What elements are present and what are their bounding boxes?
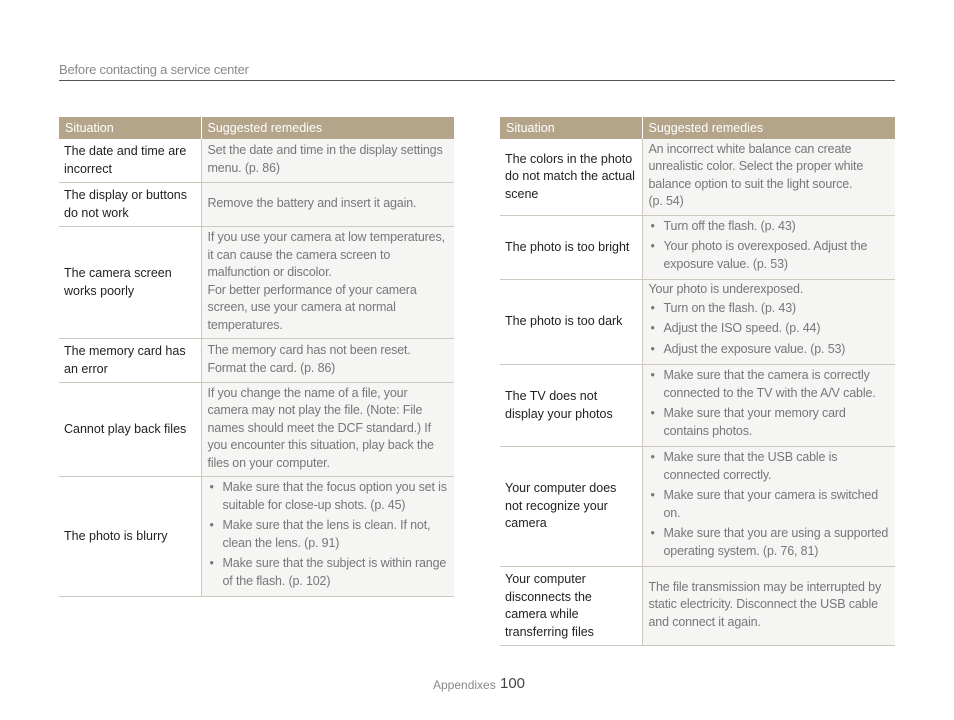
remedy-text: (p. 54): [648, 194, 684, 209]
remedy-bullet: • Make sure that the subject is within range of the flash. (p. 102): [208, 555, 450, 590]
remedy-cell: [201, 139, 454, 183]
remedy-cell: [642, 280, 895, 365]
header-divider: [59, 80, 895, 81]
situation-cell: The photo is too bright: [500, 215, 642, 280]
column-header-situation: Situation: [500, 117, 642, 139]
remedy-bullet: • Turn on the flash. (p. 43): [649, 300, 891, 318]
remedy-cell: [201, 339, 454, 383]
remedy-list: [649, 300, 891, 359]
remedy-text: If you use your camera at low temperatures, it can cause the camera screen to malfunction or discolor.: [207, 230, 445, 279]
remedy-text: Remove the battery and insert it again.: [207, 195, 417, 210]
remedy-bullet: • Make sure that the focus option you set is suitable for close-up shots. (p. 45): [208, 479, 450, 514]
remedy-bullet: • Make sure that the camera is correctly connected to the TV with the A/V cable.: [649, 367, 891, 402]
remedy-text: If you change the name of a file, your camera may not play the file. (Note: File names should meet the DCF standard.) If you encounter this situation, play back the files on your computer.: [207, 385, 434, 470]
remedy-list: [649, 367, 891, 440]
table-row: [500, 139, 895, 215]
remedy-cell: [642, 365, 895, 447]
remedy-cell: [201, 227, 454, 339]
remedy-bullet: • Make sure that the lens is clean. If not, clean the lens. (p. 91): [208, 517, 450, 552]
situation-cell: The display or buttons do not work: [59, 183, 201, 227]
table-row: [500, 215, 895, 280]
remedy-list: [649, 218, 891, 274]
remedy-text: The memory card has not been reset. Format the card. (p. 86): [207, 343, 411, 375]
page-number: 100: [500, 675, 526, 692]
table-header-row: [59, 117, 454, 139]
remedy-bullet: • Make sure that the USB cable is connected correctly.: [649, 449, 891, 484]
situation-cell: The date and time are incorrect: [59, 139, 201, 183]
situation-cell: Your computer disconnects the camera while transferring files: [500, 567, 642, 646]
remedy-bullet: • Adjust the ISO speed. (p. 44): [649, 320, 891, 338]
table-row: [500, 447, 895, 567]
situation-cell: Cannot play back files: [59, 383, 201, 477]
remedy-bullet: • Make sure that you are using a supported operating system. (p. 76, 81): [649, 525, 891, 560]
remedy-bullet: • Adjust the exposure value. (p. 53): [649, 341, 891, 359]
remedy-list: [649, 449, 891, 560]
remedy-bullet: • Make sure that your camera is switched on.: [649, 487, 891, 522]
remedy-text: For better performance of your camera screen, use your camera at normal temperatures.: [207, 282, 417, 332]
remedy-cell: [642, 215, 895, 280]
remedy-text: The file transmission may be interrupted by static electricity. Disconnect the USB cable and connect it again.: [648, 579, 882, 629]
remedy-list: [208, 479, 450, 590]
remedy-cell: [201, 183, 454, 227]
remedy-text: Your photo is underexposed.: [648, 282, 804, 296]
table-row: [59, 477, 454, 597]
remedy-cell: [642, 447, 895, 567]
situation-cell: The TV does not display your photos: [500, 365, 642, 447]
table-row: [500, 567, 895, 646]
table-row: [59, 339, 454, 383]
situation-cell: The photo is too dark: [500, 280, 642, 365]
remedy-bullet: • Make sure that your memory card contains photos.: [649, 405, 891, 440]
remedy-cell: [201, 477, 454, 597]
table-row: [59, 139, 454, 183]
table-row: [500, 280, 895, 365]
remedy-cell: [642, 567, 895, 646]
remedy-bullet: • Turn off the flash. (p. 43): [649, 218, 891, 236]
situation-cell: The colors in the photo do not match the actual scene: [500, 139, 642, 215]
remedy-cell: [201, 383, 454, 477]
remedy-cell: [642, 139, 895, 215]
situation-cell: The photo is blurry: [59, 477, 201, 597]
column-header-remedies: Suggested remedies: [201, 117, 454, 139]
table-row: [59, 183, 454, 227]
situation-cell: Your computer does not recognize your camera: [500, 447, 642, 567]
situation-cell: The camera screen works poorly: [59, 227, 201, 339]
remedy-text: Set the date and time in the display settings menu. (p. 86): [207, 143, 443, 175]
troubleshooting-table-left: [59, 117, 454, 597]
footer-section-label: Appendixes: [433, 678, 496, 692]
troubleshooting-table-right: [500, 117, 895, 646]
remedy-bullet: • Your photo is overexposed. Adjust the exposure value. (p. 53): [649, 238, 891, 273]
page-header-title: Before contacting a service center: [59, 62, 249, 77]
table-header-row: [500, 117, 895, 139]
remedy-text: An incorrect white balance can create unrealistic color. Select the proper white balance option to suit the light source.: [648, 141, 864, 191]
table-row: [500, 365, 895, 447]
table-row: [59, 227, 454, 339]
situation-cell: The memory card has an error: [59, 339, 201, 383]
column-header-remedies: Suggested remedies: [642, 117, 895, 139]
table-row: [59, 383, 454, 477]
column-header-situation: Situation: [59, 117, 201, 139]
